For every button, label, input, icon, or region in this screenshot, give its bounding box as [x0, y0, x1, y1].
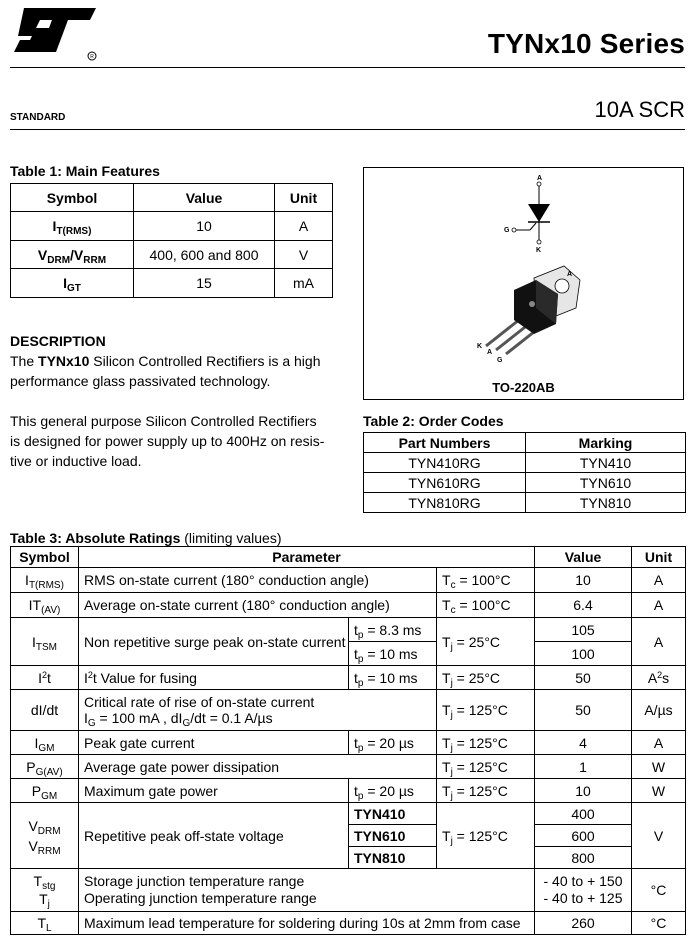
t3-parameter: Average gate power dissipation — [79, 755, 437, 779]
t3-value: 10 — [535, 568, 632, 593]
t1-symbol: $I_{T(RMS)}$ — [11, 212, 134, 241]
t3-parameter: Maximum lead temperature for soldering during 10s at 2mm from case — [79, 912, 535, 935]
t3-value: - 40 to + 150 - 40 to + 125 — [535, 869, 632, 912]
t3-condition: $T_j = 125^\circ C$ — [437, 690, 535, 731]
t3-symbol: dI/dt — [11, 690, 79, 731]
description-paragraph-1: The TYNx10 Silicon Controlled Rectifiers is a high performance glass passivated technology. — [10, 353, 321, 389]
t1-symbol: $I_{GT}$ — [11, 269, 134, 298]
t3-value: 50 — [535, 690, 632, 731]
t3-tp: $t_p = 8.3$ ms — [349, 618, 437, 642]
package-label: TO-220AB — [492, 380, 555, 395]
st-logo — [10, 6, 98, 62]
t3-parameter: Maximum gate power — [79, 779, 349, 803]
t3-symbol: $IT_{(AV)}$ — [11, 593, 79, 618]
description-paragraph-2: This general purpose Silicon Controlled Rectifiers is designed for power supply up to 400Hz on resis- tive or inductive load. — [10, 413, 325, 469]
t3-device: TYN810 — [349, 847, 437, 869]
t3-unit: A — [632, 731, 686, 755]
package-tab-a: A — [567, 271, 573, 278]
t3-parameter: RMS on-state current (180° conduction angle) — [79, 568, 437, 593]
t3-symbol: $T_L$ — [11, 912, 79, 935]
t1-unit: V — [275, 241, 333, 269]
symbol-pin-k: K — [536, 247, 542, 254]
t3-symbol: $P_{G(AV)}$ — [11, 755, 79, 779]
t1-unit: A — [275, 212, 333, 241]
t3-value: 1 — [535, 755, 632, 779]
t1-header-unit: Unit — [275, 184, 333, 212]
t3-unit: °C — [632, 869, 686, 912]
t3-unit: W — [632, 779, 686, 803]
t1-header-symbol: Symbol — [11, 184, 134, 212]
t3-tp: $t_p = 10$ ms — [349, 642, 437, 666]
t1-unit: mA — [275, 269, 333, 298]
t3-condition: $T_j = 125^\circ C$ — [437, 755, 535, 779]
t3-condition: $T_j = 25^\circ C$ — [437, 666, 535, 690]
t2-part: TYN410RG — [364, 453, 526, 473]
t2-part: TYN610RG — [364, 473, 526, 493]
t3-parameter: Storage junction temperature range Operating junction temperature range — [79, 869, 535, 912]
t3-value: 50 — [535, 666, 632, 690]
t1-value: 15 — [134, 269, 275, 298]
description-title: DESCRIPTION — [10, 333, 106, 349]
t3-unit: A — [632, 568, 686, 593]
t3-value: 4 — [535, 731, 632, 755]
t3-condition: $T_c = 100^\circ C$ — [437, 568, 535, 593]
product-subtitle: 10A SCR — [594, 97, 685, 122]
series-title: TYNx10 Series — [487, 28, 685, 59]
t3-value: 105 — [535, 618, 632, 642]
t3-device: TYN410 — [349, 803, 437, 825]
t3-symbol: $T_{stg}$ $T_j$ — [11, 869, 79, 912]
t1-value: 400, 600 and 800 — [134, 241, 275, 269]
t3-tp: $t_p = 20$ µs — [349, 731, 437, 755]
t3-unit: A — [632, 618, 686, 666]
t3-symbol: $I^2t$ — [11, 666, 79, 690]
t3-condition: $T_j = 125^\circ C$ — [437, 779, 535, 803]
t2-part: TYN810RG — [364, 493, 526, 513]
main-features-table — [10, 183, 333, 298]
t3-header-value: Value — [535, 547, 632, 568]
scr-symbol-icon — [512, 182, 550, 244]
t3-tp: $t_p = 20$ µs — [349, 779, 437, 803]
table2-caption: Table 2: Order Codes — [363, 413, 504, 429]
t3-symbol: $I_{T(RMS)}$ — [11, 568, 79, 593]
header-rule — [10, 67, 685, 68]
t3-value: 800 — [535, 847, 632, 869]
table1-caption: Table 1: Main Features — [10, 163, 160, 179]
t3-unit: A — [632, 593, 686, 618]
t3-parameter: Peak gate current — [79, 731, 349, 755]
t3-unit: °C — [632, 912, 686, 935]
t3-symbol: $I_{TSM}$ — [11, 618, 79, 666]
t3-condition: $T_j = 125^\circ C$ — [437, 803, 535, 869]
t2-marking: TYN610 — [526, 473, 686, 493]
t3-device: TYN610 — [349, 825, 437, 847]
t1-value: 10 — [134, 212, 275, 241]
t3-condition: $T_j = 125^\circ C$ — [437, 731, 535, 755]
scr-symbol-and-package — [364, 168, 683, 378]
t3-parameter: Non repetitive surge peak on-state current — [79, 618, 349, 666]
t3-value: 10 — [535, 779, 632, 803]
lead-k-label: K — [477, 343, 483, 350]
t3-value: 100 — [535, 642, 632, 666]
symbol-pin-g: G — [504, 227, 510, 234]
t3-value: 6.4 — [535, 593, 632, 618]
t3-unit: W — [632, 755, 686, 779]
to220-package-icon — [486, 266, 580, 354]
t3-symbol: $P_{GM}$ — [11, 779, 79, 803]
t2-header-part: Part Numbers — [364, 433, 526, 453]
t3-header-symbol: Symbol — [11, 547, 79, 568]
lead-a-label: A — [487, 349, 493, 356]
t3-value: 260 — [535, 912, 632, 935]
t3-tp: $t_p = 10$ ms — [349, 666, 437, 690]
t3-header-parameter: Parameter — [79, 547, 535, 568]
t3-parameter: Repetitive peak off-state voltage — [79, 803, 349, 869]
t2-marking: TYN410 — [526, 453, 686, 473]
t3-unit: A/µs — [632, 690, 686, 731]
order-codes-table — [363, 432, 686, 513]
t3-unit: V — [632, 803, 686, 869]
absolute-ratings-table — [10, 546, 686, 935]
standard-label: STANDARD — [10, 112, 66, 123]
t3-header-unit: Unit — [632, 547, 686, 568]
t3-value: 600 — [535, 825, 632, 847]
subheader-rule — [10, 129, 685, 130]
t3-condition: $T_j = 25^\circ C$ — [437, 618, 535, 666]
t3-condition: $T_c = 100^\circ C$ — [437, 593, 535, 618]
t1-symbol: $V_{DRM}/V_{RRM}$ — [11, 241, 134, 269]
package-diagram-box — [363, 167, 684, 400]
t3-symbol: $V_{DRM}$ $V_{RRM}$ — [11, 803, 79, 869]
symbol-pin-a: A — [537, 175, 543, 182]
lead-g-label: G — [497, 357, 503, 364]
t3-parameter: Critical rate of rise of on-state current $I_G = 100$ mA , $dI_G/dt = 0.1$ A/µs — [79, 690, 437, 731]
t2-marking: TYN810 — [526, 493, 686, 513]
table3-caption: Table 3: Absolute Ratings (limiting values) — [10, 530, 282, 546]
t3-parameter: Average on-state current (180° conduction angle) — [79, 593, 437, 618]
t2-header-marking: Marking — [526, 433, 686, 453]
t3-value: 400 — [535, 803, 632, 825]
svg-text:R: R — [90, 54, 94, 60]
t1-header-value: Value — [134, 184, 275, 212]
t3-parameter: $I^2t$ Value for fusing — [79, 666, 349, 690]
t3-symbol: $I_{GM}$ — [11, 731, 79, 755]
t3-unit: $A^2s$ — [632, 666, 686, 690]
